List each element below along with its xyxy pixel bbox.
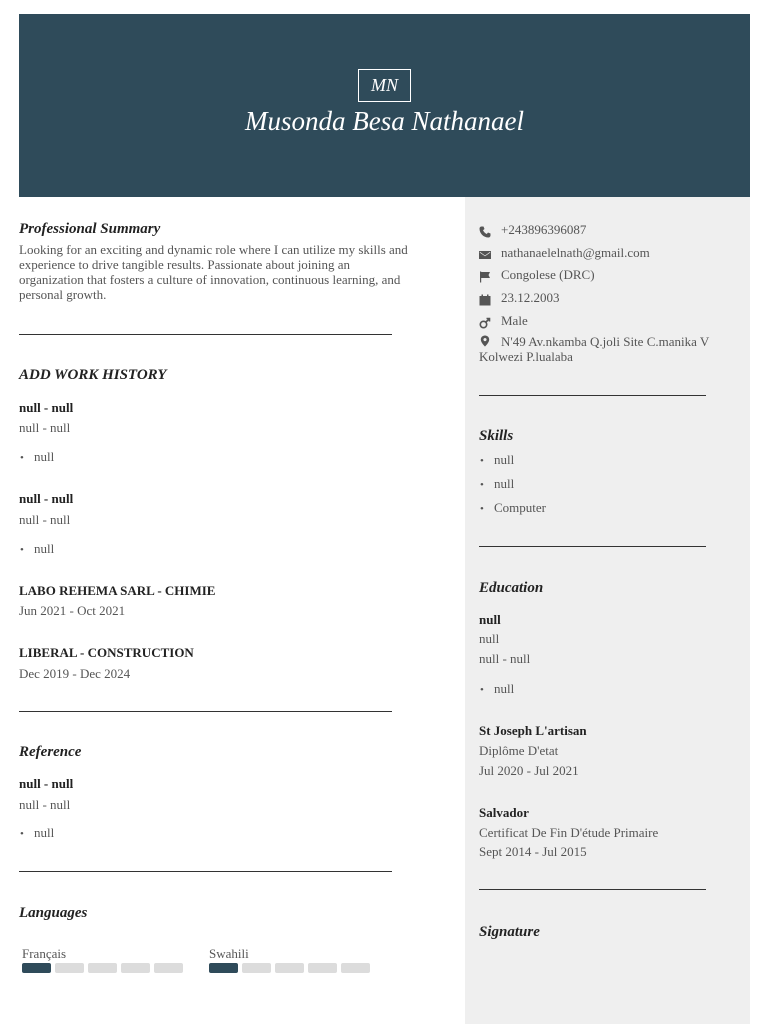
reference-title: Reference (19, 744, 82, 760)
level-segment (341, 963, 370, 973)
phone-icon (479, 223, 501, 239)
work-history-title: ADD WORK HISTORY (19, 367, 167, 383)
signature-title: Signature (479, 924, 540, 940)
education-degree: Certificat De Fin D'étude Primaire (479, 825, 659, 840)
work-entry-dates: null - null (19, 420, 71, 435)
reference-heading: null - null (19, 776, 74, 791)
contact-nationality: Congolese (DRC) (479, 267, 595, 284)
education-school: null (479, 612, 501, 627)
level-segment (121, 963, 150, 973)
work-entry-heading: LIBERAL - CONSTRUCTION (19, 645, 194, 660)
level-segment (209, 963, 238, 973)
divider (479, 395, 706, 396)
calendar-icon (479, 291, 501, 307)
skill-item: • null (480, 452, 514, 468)
work-entry-heading: LABO REHEMA SARL - CHIMIE (19, 583, 216, 598)
education-title: Education (479, 580, 544, 596)
male-icon (479, 314, 501, 330)
monogram: MN (358, 69, 411, 102)
skill-item: • null (480, 476, 514, 492)
level-segment (22, 963, 51, 973)
reference-bullet: • null (20, 825, 54, 841)
work-entry-dates: Jun 2021 - Oct 2021 (19, 603, 126, 618)
divider (19, 871, 392, 872)
candidate-name: Musonda Besa Nathanael (245, 106, 524, 136)
divider (479, 546, 706, 547)
level-segment (242, 963, 271, 973)
work-entry-heading: null - null (19, 491, 74, 506)
work-entry-heading: null - null (19, 400, 74, 415)
education-degree: Diplôme D'etat (479, 743, 559, 758)
level-segment (308, 963, 337, 973)
divider (479, 889, 706, 890)
education-school: St Joseph L'artisan (479, 723, 587, 738)
level-segment (275, 963, 304, 973)
level-segment (88, 963, 117, 973)
contact-birthdate: 23.12.2003 (479, 290, 560, 307)
flag-icon (479, 268, 501, 284)
skill-item: • Computer (480, 500, 546, 516)
divider (19, 334, 392, 335)
envelope-icon (479, 246, 501, 262)
language-name: Français (22, 946, 67, 961)
language-level-bar (209, 963, 370, 973)
divider (19, 711, 392, 712)
education-dates: Sept 2014 - Jul 2015 (479, 844, 587, 859)
contact-phone: +243896396087 (479, 222, 586, 239)
language-name: Swahili (209, 946, 249, 961)
level-segment (154, 963, 183, 973)
skills-title: Skills (479, 428, 514, 444)
education-dates: Jul 2020 - Jul 2021 (479, 763, 579, 778)
reference-sub: null - null (19, 797, 71, 812)
summary-text: Looking for an exciting and dynamic role where I can utilize my skills and experience to drive tangible results. Passionate about joining an organization that fosters a culture of innovation, continuous learning, and personal growth. (19, 242, 408, 302)
languages-title: Languages (19, 905, 88, 921)
education-bullet: • null (480, 681, 514, 697)
level-segment (55, 963, 84, 973)
contact-email: nathanaelelnath@gmail.com (479, 245, 650, 262)
work-entry-bullet: • null (20, 541, 54, 557)
education-school: Salvador (479, 805, 529, 820)
contact-gender: Male (479, 313, 528, 330)
work-entry-dates: Dec 2019 - Dec 2024 (19, 666, 131, 681)
contact-address: N'49 Av.nkamba Q.joli Site C.manika V Kolwezi P.lualaba (479, 334, 710, 364)
education-degree: null (479, 631, 500, 646)
education-dates: null - null (479, 651, 531, 666)
work-entry-bullet: • null (20, 449, 54, 465)
header-banner (19, 14, 750, 197)
work-entry-dates: null - null (19, 512, 71, 527)
location-pin-icon (479, 334, 501, 349)
language-level-bar (22, 963, 183, 973)
summary-title: Professional Summary (19, 221, 161, 237)
